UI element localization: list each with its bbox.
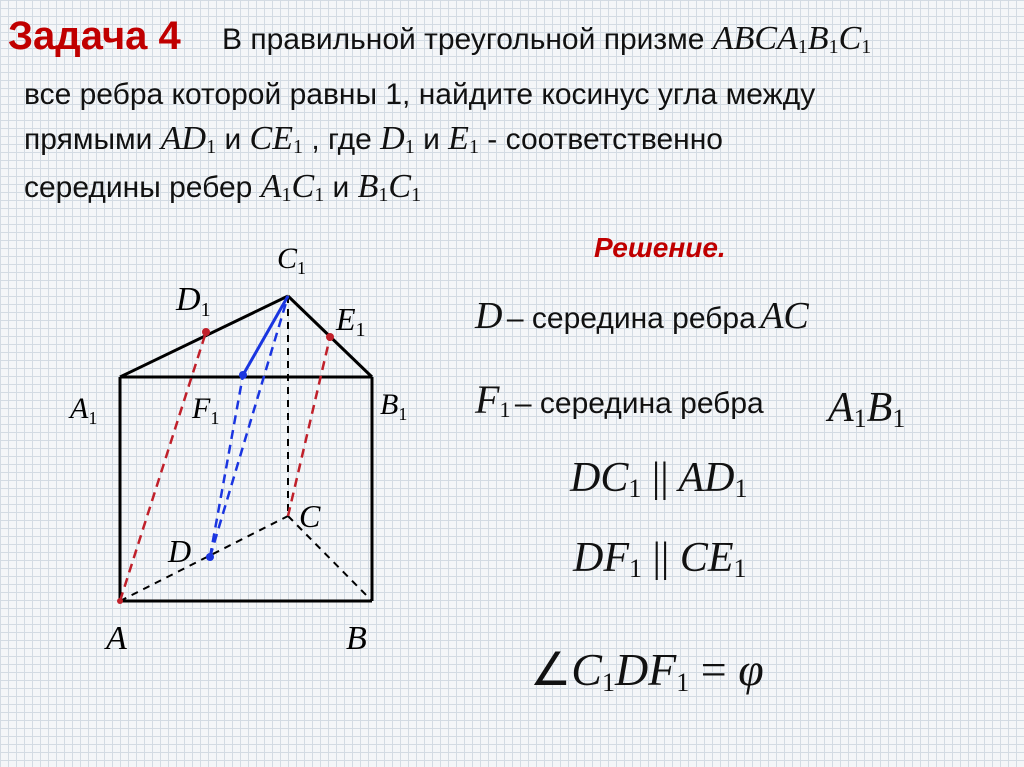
label-B: B	[346, 620, 367, 657]
statement-line-1: В правильной треугольной призме $ABCA_1B_1C_1$	[222, 20, 872, 58]
solution-a1b1: $A_1B_1$	[828, 385, 906, 433]
solution-f1-midpoint: $F_1$ – середина ребра	[475, 377, 764, 422]
point-E1	[326, 333, 334, 341]
solution-heading: Решение.	[594, 232, 726, 263]
label-A: A	[106, 620, 127, 657]
angle-definition: $\angle C_1DF_1 = \varphi$	[530, 644, 764, 697]
point-D1	[202, 328, 210, 336]
point-F1	[239, 371, 247, 379]
point-D	[206, 553, 214, 561]
parallel-dc1-ad1: $DC_1$ || $AD_1$	[570, 455, 748, 503]
label-D1: D1	[176, 281, 211, 321]
point-A	[117, 598, 123, 604]
line-DC1	[210, 296, 288, 557]
prism-solid-edges	[120, 296, 372, 601]
statement-line-4: середины ребер $A_1C_1$ и $B_1C_1$	[24, 168, 422, 206]
label-D: D	[168, 533, 192, 569]
parallel-df1-ce1: $DF_1$ || $CE_1$	[573, 535, 747, 583]
label-B1: $B_1$	[380, 388, 408, 424]
line-CE1	[288, 337, 330, 516]
label-F1: $F_1$	[192, 392, 220, 428]
label-A1: $A_1$	[70, 392, 98, 428]
label-C1: $C_1$	[277, 242, 307, 278]
edge-AC	[120, 516, 288, 601]
statement-line-2: все ребра которой равны 1, найдите косинус угла между	[24, 78, 816, 111]
blue-dashed-lines	[210, 296, 288, 557]
statement-line-3: прямыми $AD_1$ и $CE_1$ , где $D_1$ и $E_1$ - соответственно	[24, 120, 723, 158]
problem-title: Задача 4	[8, 14, 181, 58]
label-C: C	[299, 498, 321, 534]
label-E1: E1	[336, 301, 366, 341]
solution-d-midpoint: D – середина ребра AC	[475, 295, 809, 337]
red-lines	[120, 332, 330, 601]
